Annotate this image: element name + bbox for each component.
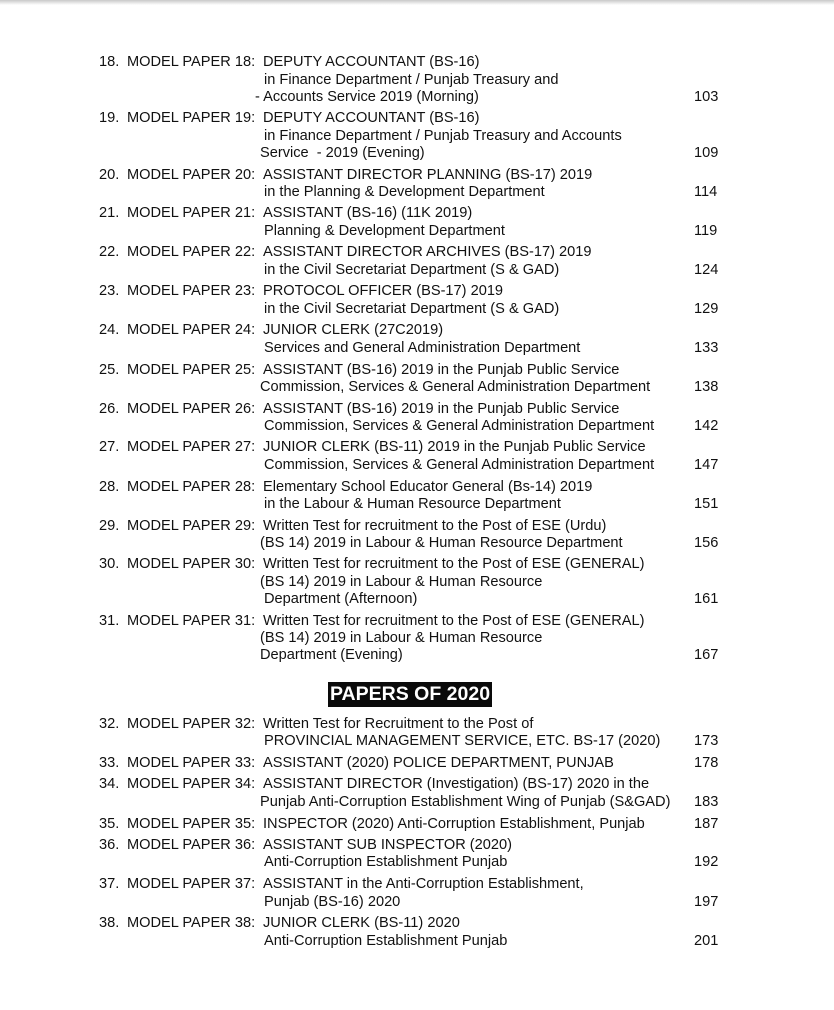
entry-title-line: ASSISTANT (BS-16) (11K 2019) [263,205,473,221]
entry-number: 22. [99,244,120,260]
entry-title-line: in the Civil Secretariat Department (S & GAD) [264,301,560,317]
entry-number: 32. [99,716,120,732]
entry-number: 18. [99,54,120,70]
entry-page-number: 167 [694,647,719,663]
entry-page-number: 192 [694,854,719,870]
entry-title-line: Commission, Services & General Administration Department [260,379,651,395]
entry-title-line: in Finance Department / Punjab Treasury and Accounts [264,128,622,144]
entry-model-paper-label: MODEL PAPER 38: [127,915,256,931]
entry-model-paper-label: MODEL PAPER 27: [127,439,256,455]
entry-number: 20. [99,167,120,183]
entry-title-line: Punjab (BS-16) 2020 [264,894,401,910]
entry-number: 24. [99,322,120,338]
entry-model-paper-label: MODEL PAPER 32: [127,716,256,732]
entry-page-number: 124 [694,262,719,278]
entry-title-line: ASSISTANT DIRECTOR PLANNING (BS-17) 2019 [263,167,593,183]
entry-model-paper-label: MODEL PAPER 33: [127,755,256,771]
entry-title-line: Written Test for Recruitment to the Post of [263,716,534,732]
entry-number: 35. [99,816,120,832]
entry-number: 37. [99,876,120,892]
entry-title-line: Planning & Development Department [264,223,505,239]
entry-title-line: ASSISTANT SUB INSPECTOR (2020) [263,837,512,853]
entry-title-line: Elementary School Educator General (Bs-14) 2019 [263,479,593,495]
entry-page-number: 129 [694,301,719,317]
entry-page-number: 147 [694,457,719,473]
entry-title-line: ASSISTANT DIRECTOR (Investigation) (BS-17) 2020 in the [263,776,650,792]
entry-title-line: ASSISTANT (BS-16) 2019 in the Punjab Public Service [263,401,620,417]
entry-number: 31. [99,613,120,629]
entry-title-line: Punjab Anti-Corruption Establishment Wing of Punjab (S&GAD) [260,794,671,810]
entry-title-line: Anti-Corruption Establishment Punjab [264,854,508,870]
entry-model-paper-label: MODEL PAPER 29: [127,518,256,534]
entry-page-number: 103 [694,89,719,105]
entry-page-number: 187 [694,816,719,832]
entry-number: 21. [99,205,120,221]
entry-number: 36. [99,837,120,853]
entry-title-line: Department (Afternoon) [264,591,418,607]
entry-page-number: 114 [694,184,718,200]
entry-model-paper-label: MODEL PAPER 22: [127,244,256,260]
entry-title-line: ASSISTANT in the Anti-Corruption Establishment, [263,876,584,892]
entry-page-number: 119 [694,223,718,239]
entry-title-line: PROVINCIAL MANAGEMENT SERVICE, ETC. BS-17 (2020) [264,733,661,749]
entry-title-line: JUNIOR CLERK (27C2019) [263,322,444,338]
entry-title-line: in the Labour & Human Resource Department [264,496,561,512]
entry-title-line: Services and General Administration Department [264,340,581,356]
entry-title-line: (BS 14) 2019 in Labour & Human Resource Department [260,535,623,551]
entry-title-line: ASSISTANT (BS-16) 2019 in the Punjab Public Service [263,362,620,378]
entry-model-paper-label: MODEL PAPER 19: [127,110,256,126]
entry-title-line: INSPECTOR (2020) Anti-Corruption Establishment, Punjab [263,816,645,832]
entry-page-number: 201 [694,933,719,949]
entry-title-line: DEPUTY ACCOUNTANT (BS-16) [263,110,480,126]
entry-title-line: Commission, Services & General Administration Department [264,418,655,434]
entry-title-line: Anti-Corruption Establishment Punjab [264,933,508,949]
entry-model-paper-label: MODEL PAPER 35: [127,816,256,832]
entry-title-line: in the Planning & Development Department [264,184,545,200]
entry-model-paper-label: MODEL PAPER 37: [127,876,256,892]
entry-page-number: 156 [694,535,719,551]
entry-page-number: 138 [694,379,719,395]
entry-page-number: 161 [694,591,719,607]
entry-number: 30. [99,556,120,572]
entry-title-line: Department (Evening) [260,647,403,663]
entry-number: 19. [99,110,120,126]
entry-model-paper-label: MODEL PAPER 34: [127,776,256,792]
entry-model-paper-label: MODEL PAPER 24: [127,322,256,338]
entry-model-paper-label: MODEL PAPER 36: [127,837,256,853]
entry-title-line: ASSISTANT DIRECTOR ARCHIVES (BS-17) 2019 [263,244,592,260]
entry-number: 28. [99,479,120,495]
section-heading: PAPERS OF 2020 [330,683,491,705]
entry-model-paper-label: MODEL PAPER 28: [127,479,256,495]
entry-page-number: 183 [694,794,719,810]
entry-number: 29. [99,518,120,534]
entry-title-line: Commission, Services & General Administration Department [264,457,655,473]
entry-model-paper-label: MODEL PAPER 20: [127,167,256,183]
entry-number: 25. [99,362,120,378]
entry-number: 23. [99,283,120,299]
entry-page-number: 142 [694,418,719,434]
entry-title-line: - Accounts Service 2019 (Morning) [255,89,479,105]
entry-number: 38. [99,915,120,931]
top-edge-shadow [0,0,834,5]
entry-model-paper-label: MODEL PAPER 25: [127,362,256,378]
entry-model-paper-label: MODEL PAPER 30: [127,556,256,572]
entry-number: 26. [99,401,120,417]
entry-number: 34. [99,776,120,792]
entry-title-line: Written Test for recruitment to the Post of ESE (GENERAL) [263,556,645,572]
entry-title-line: JUNIOR CLERK (BS-11) 2019 in the Punjab Public Service [263,439,646,455]
entry-page-number: 173 [694,733,719,749]
entry-title-line: Service - 2019 (Evening) [260,145,425,161]
entry-title-line: (BS 14) 2019 in Labour & Human Resource [260,574,543,590]
entry-title-line: in Finance Department / Punjab Treasury and [264,72,559,88]
entry-title-line: PROTOCOL OFFICER (BS-17) 2019 [263,283,504,299]
entry-title-line: ASSISTANT (2020) POLICE DEPARTMENT, PUNJAB [263,755,614,771]
entry-number: 27. [99,439,120,455]
entry-page-number: 133 [694,340,719,356]
entry-number: 33. [99,755,120,771]
entry-title-line: JUNIOR CLERK (BS-11) 2020 [263,915,460,931]
entry-page-number: 197 [694,894,719,910]
entry-page-number: 109 [694,145,719,161]
entry-model-paper-label: MODEL PAPER 31: [127,613,256,629]
entry-title-line: Written Test for recruitment to the Post of ESE (GENERAL) [263,613,645,629]
entry-model-paper-label: MODEL PAPER 26: [127,401,256,417]
entry-model-paper-label: MODEL PAPER 23: [127,283,256,299]
entry-title-line: Written Test for recruitment to the Post of ESE (Urdu) [263,518,607,534]
entry-title-line: (BS 14) 2019 in Labour & Human Resource [260,630,543,646]
entry-model-paper-label: MODEL PAPER 21: [127,205,256,221]
entry-model-paper-label: MODEL PAPER 18: [127,54,256,70]
entry-page-number: 178 [694,755,719,771]
entry-page-number: 151 [694,496,719,512]
entry-title-line: DEPUTY ACCOUNTANT (BS-16) [263,54,480,70]
entry-title-line: in the Civil Secretariat Department (S & GAD) [264,262,560,278]
